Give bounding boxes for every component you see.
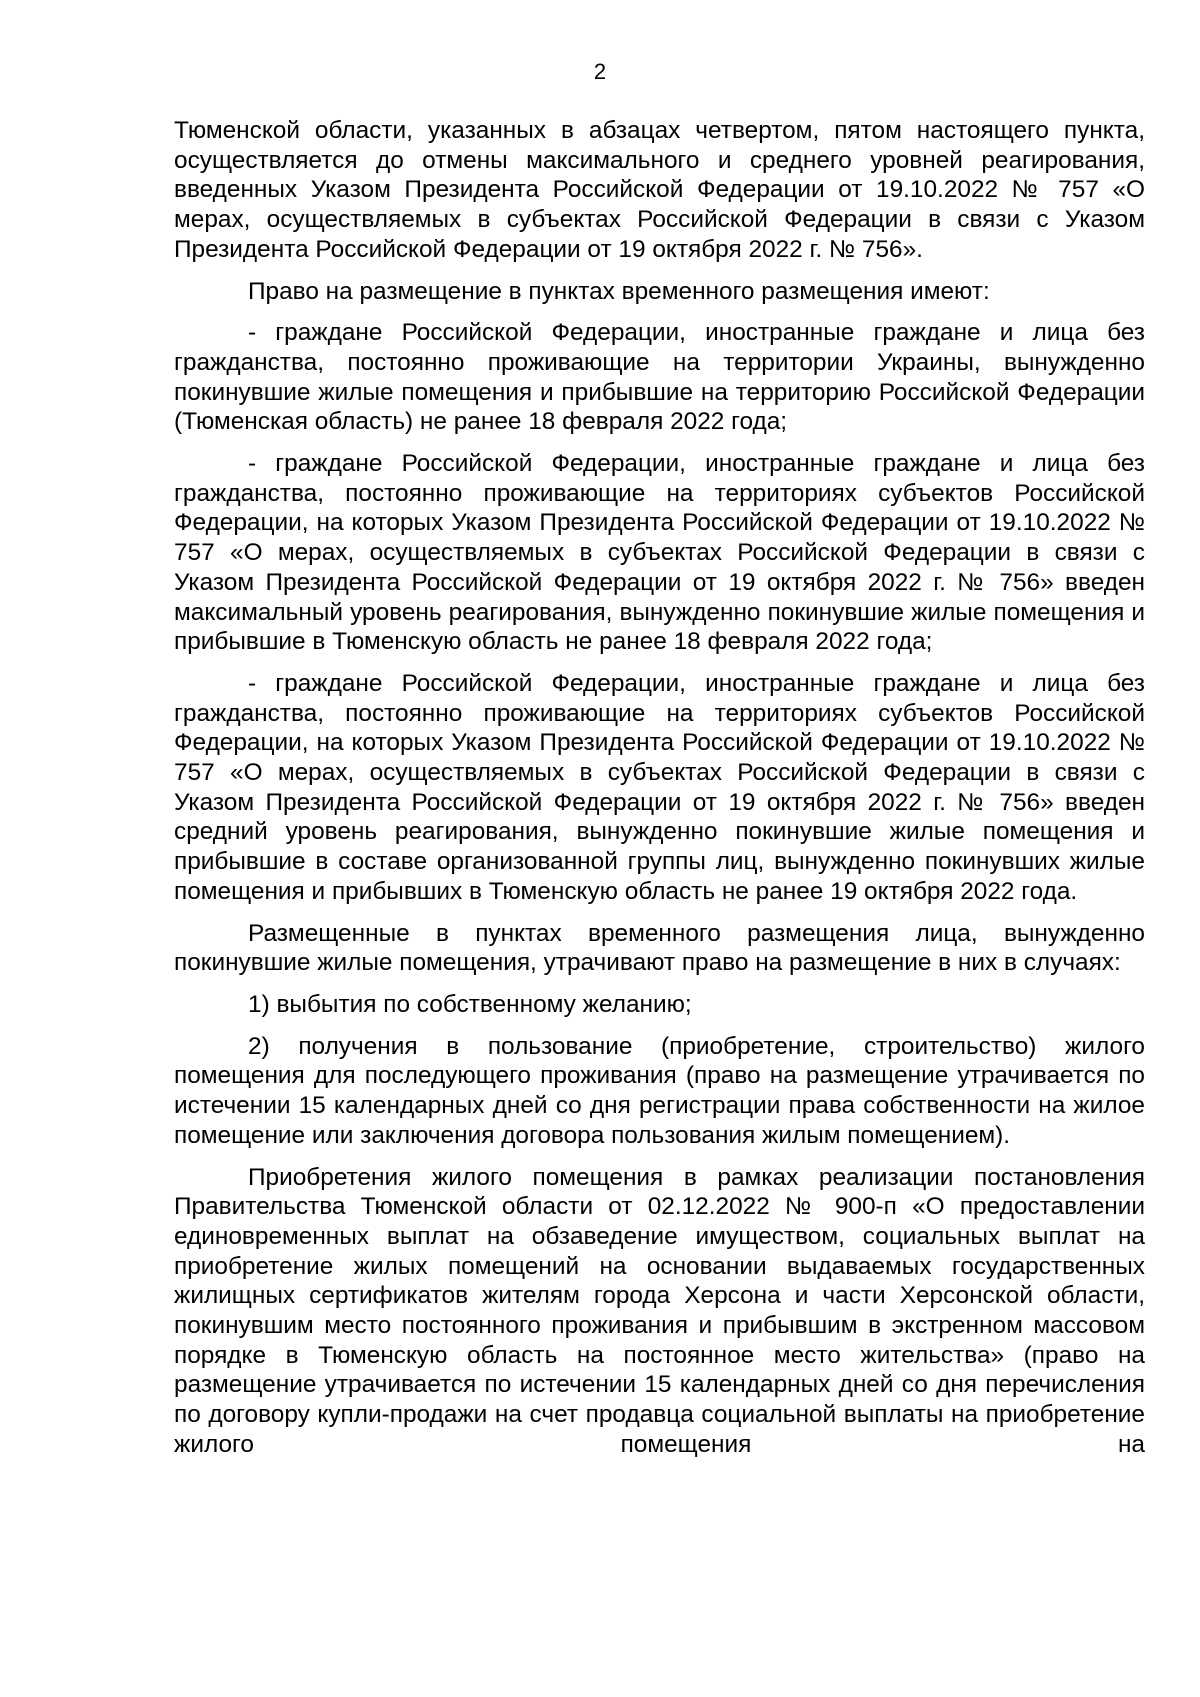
list-item-medium-level: - граждане Российской Федерации, иностранные граждане и лица без гражданства, постоянно проживающие на территориях субъектов Российской Федерации, на которых Указом Президента Российской Федерации от 19.10.2022 № 757 «О мерах, осуществляемых в субъектах Российской Федерации в связи с Указом Президента Российской Федерации от 19 октября 2022 г. № 756» введен средний уровень реагирования, вынужденно покинувшие жилые помещения и прибывшие в составе организованной группы лиц, вынужденно покинувших жилые помещения и прибывших в Тюменскую область не ранее 19 октября 2022 года. bbox=[174, 669, 1145, 905]
paragraph-loss-of-right: Размещенные в пунктах временного размещения лица, вынужденно покинувшие жилые помещения, утрачивают право на размещение в них в случаях: bbox=[174, 919, 1145, 977]
list-item-voluntary-departure: 1) выбытия по собственному желанию; bbox=[248, 990, 692, 1018]
paragraph-continuation: Тюменской области, указанных в абзацах четвертом, пятом настоящего пункта, осуществляется до отмены максимального и среднего уровней реагирования, введенных Указом Президента Российской Федерации от 19.10.2022 № 757 «О мерах, осуществляемых в субъектах Российской Федерации в связи с Указом Президента Российской Федерации от 19 октября 2022 г. № 756». bbox=[174, 117, 1145, 263]
list-item-maximum-level: - граждане Российской Федерации, иностранные граждане и лица без гражданства, постоянно проживающие на территориях субъектов Российской Федерации, на которых Указом Президента Российской Федерации от 19.10.2022 № 757 «О мерах, осуществляемых в субъектах Российской Федерации в связи с Указом Президента Российской Федерации от 19 октября 2022 г. № 756» введен максимальный уровень реагирования, вынужденно покинувшие жилые помещения и прибывшие в Тюменскую область не ранее 18 февраля 2022 года; bbox=[174, 450, 1145, 656]
list-item-housing-received: 2) получения в пользование (приобретение, строительство) жилого помещения для последующего проживания (право на размещение утрачивается по истечении 15 календарных дней со дня регистрации права собственности на жилое помещение или заключения договора пользования жилым помещением). bbox=[174, 1032, 1145, 1149]
page-number: 2 bbox=[593, 59, 607, 84]
document-body bbox=[174, 116, 1145, 1460]
list-item-ukraine: - граждане Российской Федерации, иностранные граждане и лица без гражданства, постоянно проживающие на территории Украины, вынужденно покинувшие жилые помещения и прибывшие на территорию Российской Федерации (Тюменская область) не ранее 18 февраля 2022 года; bbox=[174, 319, 1145, 436]
paragraph-right-intro: Право на размещение в пунктах временного размещения имеют: bbox=[248, 277, 990, 305]
paragraph-housing-acquisition: Приобретения жилого помещения в рамках реализации постановления Правительства Тюменской области от 02.12.2022 № 900-п «О предоставлении единовременных выплат на обзаведение имуществом, социальных выплат на приобретение жилых помещений на основании выдаваемых государственных жилищных сертификатов жителям города Херсона и части Херсонской области, покинувшим место постоянного проживания и прибывшим в экстренном массовом порядке в Тюменскую область на постоянное место жительства» (право на размещение утрачивается по истечении 15 календарных дней со дня перечисления по договору купли-продажи на счет продавца социальной выплаты на приобретение жилого помещения на bbox=[174, 1163, 1145, 1458]
